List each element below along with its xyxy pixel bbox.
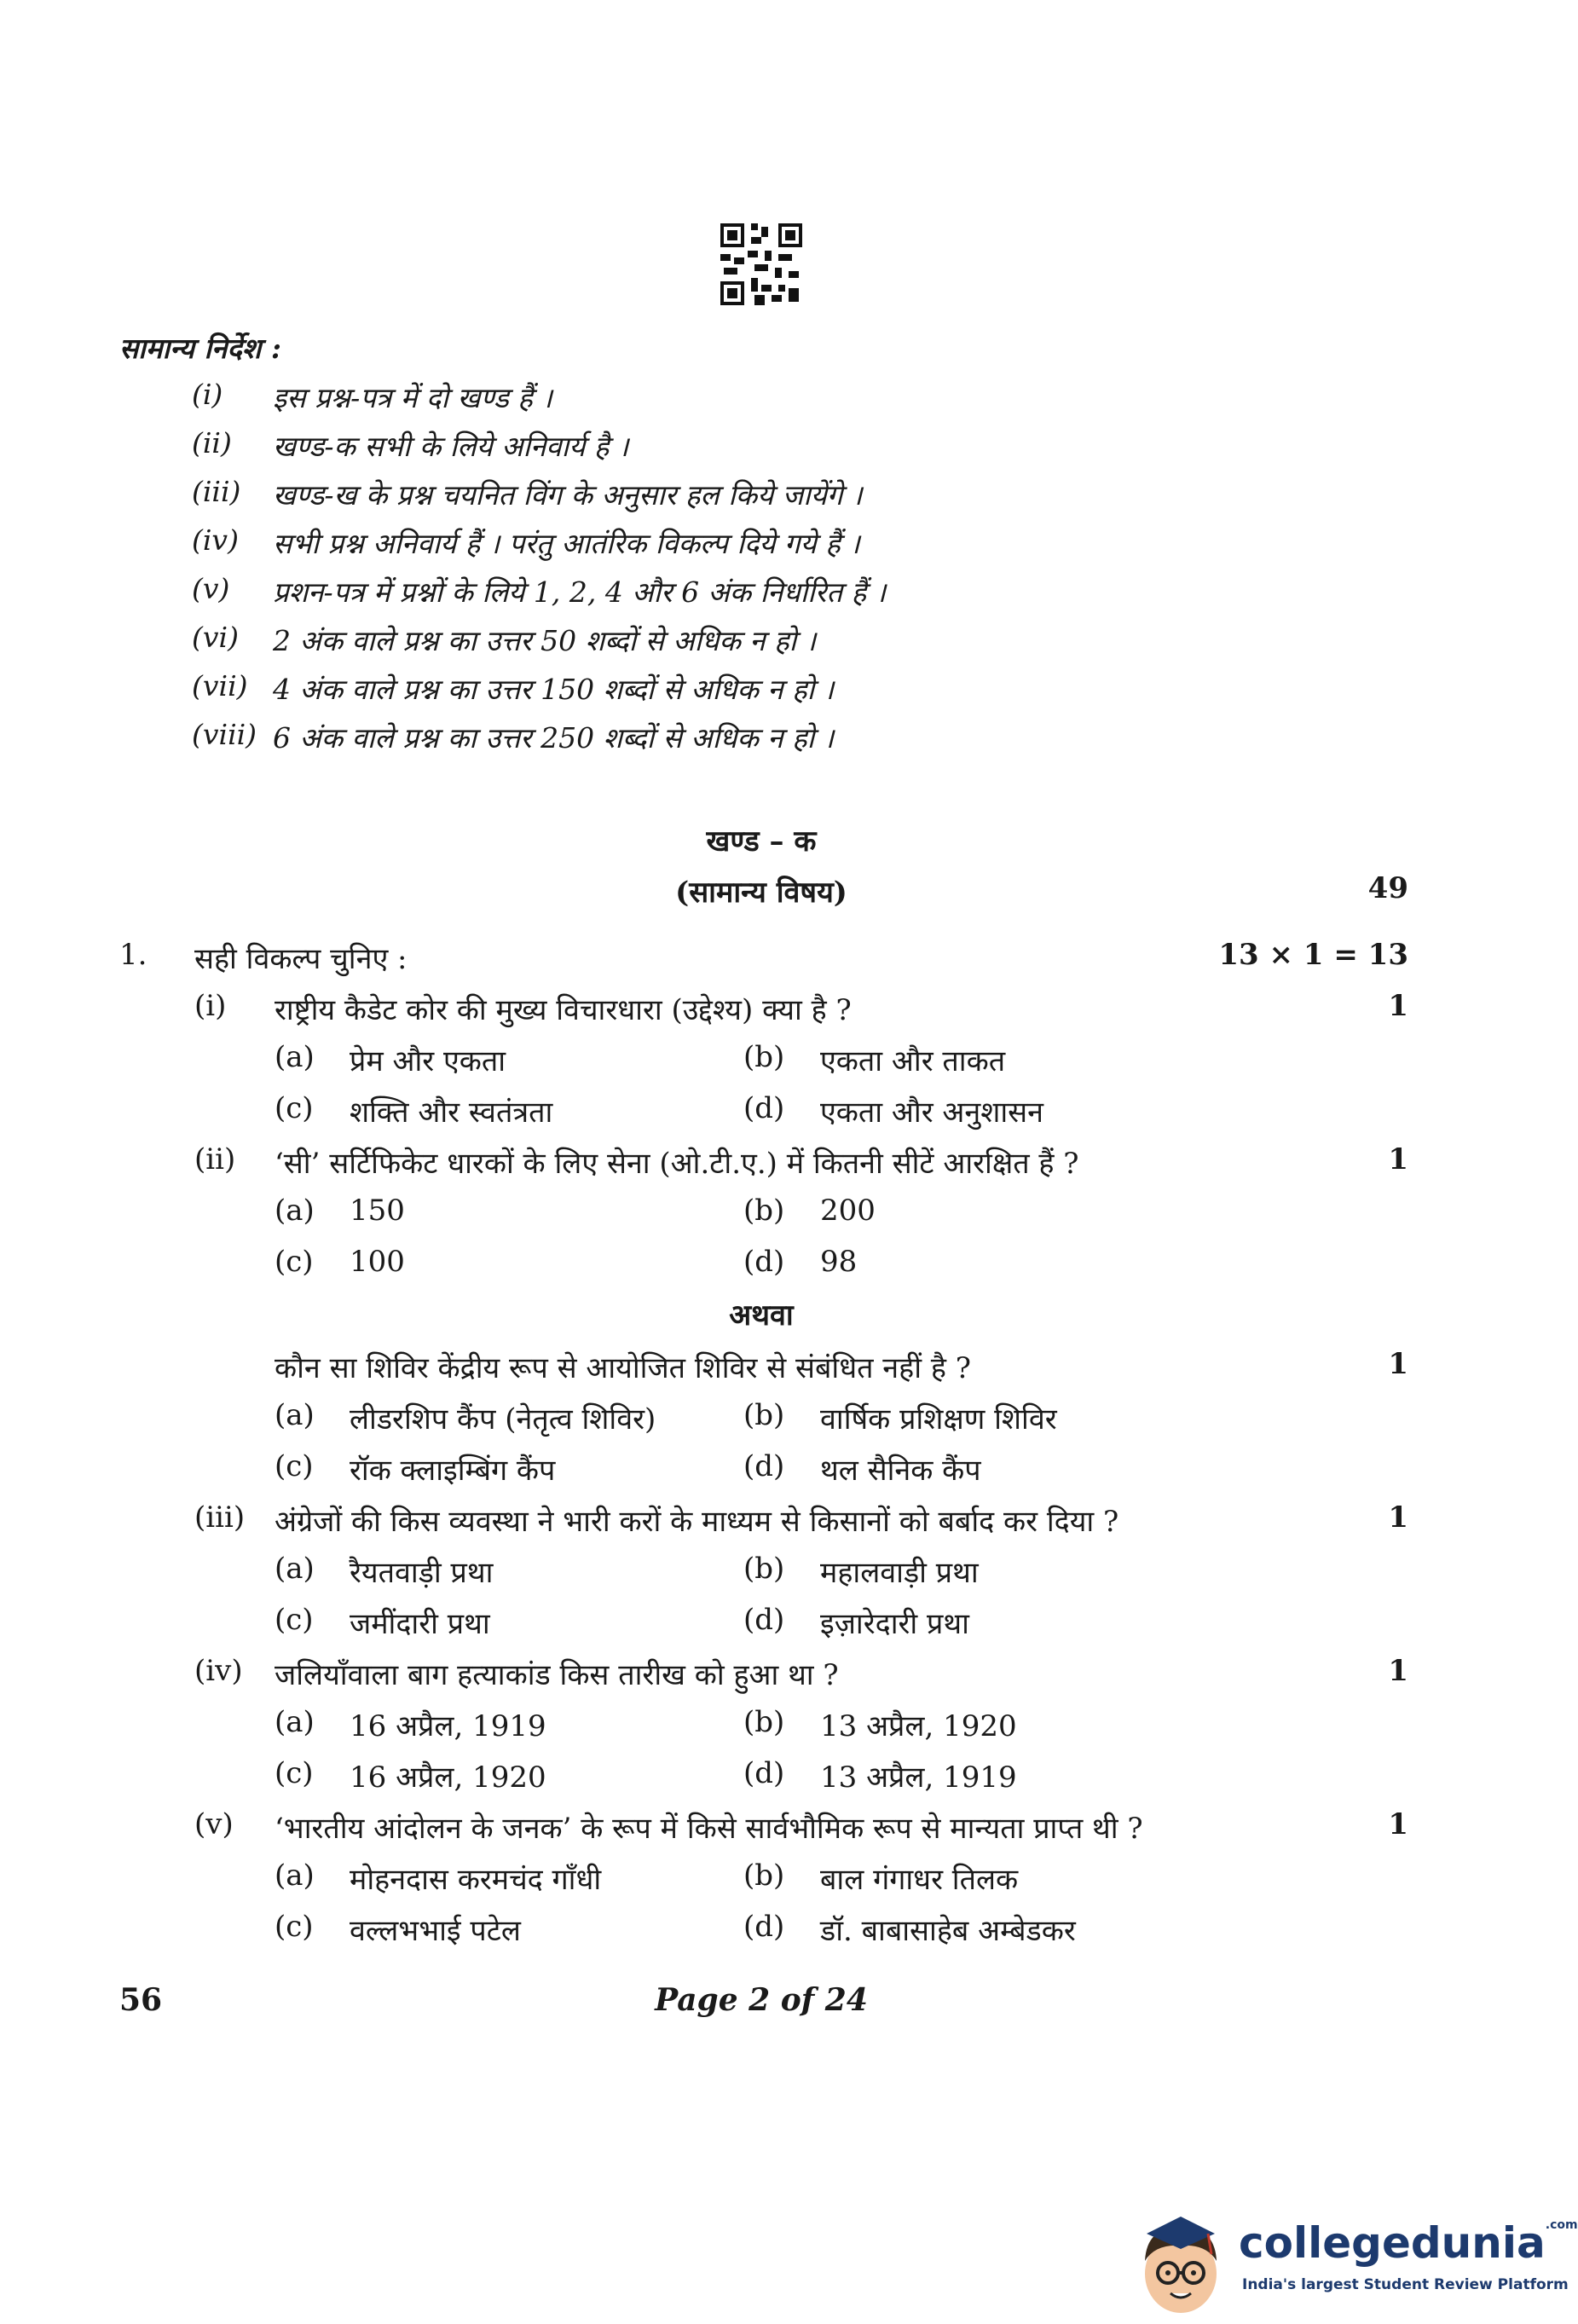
option-text: 100 [350,1245,405,1279]
option-text: 13 अप्रैल, 1919 [820,1760,1017,1795]
option-label: (b) [743,1705,785,1739]
option-text: जमींदारी प्रथा [350,1607,490,1641]
option-label: (a) [275,1194,315,1228]
option-text: थल सैनिक कैंप [820,1454,981,1488]
instruction-text: 2 अंक वाले प्रश्न का उत्तर 50 शब्दों से अधिक न हो । [273,624,817,657]
option-label: (b) [743,1040,785,1074]
subquestion-marks: 1 [1388,1500,1408,1535]
option-label: (d) [743,1091,785,1125]
option-text: 16 अप्रैल, 1919 [350,1709,546,1743]
option-label: (c) [275,1449,314,1483]
option-text: एकता और ताकत [820,1044,1006,1078]
subquestion-marks: 1 [1388,989,1408,1023]
instruction-text: इस प्रश्न-पत्र में दो खण्ड हैं । [273,381,552,414]
instruction-number: (v) [192,572,230,605]
option-text: 13 अप्रैल, 1920 [820,1709,1017,1743]
option-label: (d) [743,1756,785,1790]
subquestion-text: ‘भारतीय आंदोलन के जनक’ के रूप में किसे सार्वभौमिक रूप से मान्यता प्राप्त थी ? [275,1812,1143,1846]
instruction-number: (vii) [192,669,248,702]
instruction-number: (viii) [192,718,257,751]
option-label: (b) [743,1859,785,1893]
or-label: अथवा [729,1298,794,1333]
option-label: (a) [275,1398,315,1432]
instruction-number: (vi) [192,621,239,654]
option-text: 98 [820,1245,858,1279]
logo-tagline: India's largest Student Review Platform [1242,2276,1569,2293]
option-label: (d) [743,1245,785,1279]
subquestion-marks: 1 [1388,1142,1408,1176]
instruction-text: प्रशन-पत्र में प्रश्नों के लिये 1, 2, 4 और 6 अंक निर्धारित हैं । [273,575,887,609]
option-label: (c) [275,1603,314,1637]
subquestion-number: (ii) [194,1142,236,1176]
option-label: (b) [743,1194,785,1228]
subquestion-number: (iv) [194,1654,243,1688]
option-label: (d) [743,1910,785,1944]
option-label: (b) [743,1398,785,1432]
option-text: वल्लभभाई पटेल [350,1914,521,1948]
option-label: (a) [275,1552,315,1586]
page-number: Page 2 of 24 [655,1982,868,2018]
instruction-text: खण्ड-ख के प्रश्न चयनित विंग के अनुसार हल किये जायेंगे । [273,478,863,512]
instruction-number: (ii) [192,426,232,460]
option-label: (a) [275,1040,315,1074]
instruction-text: खण्ड-क सभी के लिये अनिवार्य है । [273,430,629,463]
option-text: 150 [350,1194,405,1228]
instruction-text: सभी प्रश्न अनिवार्य हैं । परंतु आतंरिक विकल्प दिये गये हैं । [273,527,860,560]
option-text: शक्ति और स्वतंत्रता [350,1096,553,1130]
option-label: (c) [275,1756,314,1790]
instruction-number: (iv) [192,523,239,557]
option-label: (d) [743,1603,785,1637]
subquestion-marks: 1 [1388,1347,1408,1381]
option-label: (a) [275,1859,315,1893]
question-text: सही विकल्प चुनिए : [194,942,408,976]
option-text: मोहनदास करमचंद गाँधी [350,1863,602,1897]
option-text: लीडरशिप कैंप (नेतृत्व शिविर) [350,1402,656,1437]
instruction-number: (iii) [192,475,241,508]
option-text: बाल गंगाधर तिलक [820,1863,1019,1897]
option-label: (c) [275,1910,314,1944]
logo-brand: collegedunia [1239,2218,1546,2268]
option-text: एकता और अनुशासन [820,1096,1044,1130]
subquestion-number: (iii) [194,1500,246,1535]
question-marks: 13 × 1 = 13 [1218,938,1408,972]
qr-code [720,223,802,305]
collegedunia-logo [1130,2201,1578,2321]
instruction-text: 4 अंक वाले प्रश्न का उत्तर 150 शब्दों से अधिक न हो । [273,673,835,706]
option-text: 200 [820,1194,876,1228]
option-text: महालवाड़ी प्रथा [820,1556,979,1590]
option-text: रैयतवाड़ी प्रथा [350,1556,494,1590]
logo-tld: .com [1545,2218,1578,2232]
option-text: 16 अप्रैल, 1920 [350,1760,546,1795]
option-label: (c) [275,1245,314,1279]
option-text: वार्षिक प्रशिक्षण शिविर [820,1402,1057,1437]
question-number: 1. [119,938,147,972]
instruction-text: 6 अंक वाले प्रश्न का उत्तर 250 शब्दों से अधिक न हो । [273,721,835,754]
instruction-number: (i) [192,378,223,411]
option-label: (b) [743,1552,785,1586]
option-label: (d) [743,1449,785,1483]
subquestion-number: (v) [194,1807,234,1841]
subquestion-text: जलियाँवाला बाग हत्याकांड किस तारीख को हुआ था ? [275,1658,839,1692]
option-text: रॉक क्लाइम्बिंग कैंप [350,1454,556,1488]
subquestion-marks: 1 [1388,1807,1408,1841]
subquestion-text: राष्ट्रीय कैडेट कोर की मुख्य विचारधारा (उद्देश्य) क्या है ? [275,993,852,1027]
subquestion-text: कौन सा शिविर केंद्रीय रूप से आयोजित शिविर से संबंधित नहीं है ? [275,1351,971,1385]
subquestion-text: ‘सी’ सर्टिफिकेट धारकों के लिए सेना (ओ.टी.ए.) में कितनी सीटें आरक्षित हैं ? [275,1147,1079,1181]
option-text: प्रेम और एकता [350,1044,506,1078]
option-label: (c) [275,1091,314,1125]
section-marks: 49 [1367,871,1408,905]
section-subtitle: (सामान्य विषय) [675,876,847,910]
subquestion-marks: 1 [1388,1654,1408,1688]
option-label: (a) [275,1705,315,1739]
option-text: डॉ. बाबासाहेब अम्बेडकर [820,1914,1076,1948]
option-text: इज़ारेदारी प्रथा [820,1607,969,1641]
paper-code: 56 [119,1982,163,2018]
section-title: खण्ड – क [706,824,817,858]
subquestion-text: अंग्रेजों की किस व्यवस्था ने भारी करों के माध्यम से किसानों को बर्बाद कर दिया ? [275,1505,1119,1539]
general-instructions-title: सामान्य निर्देश : [119,332,281,365]
mascot-icon [1130,2201,1232,2321]
subquestion-number: (i) [194,989,227,1023]
